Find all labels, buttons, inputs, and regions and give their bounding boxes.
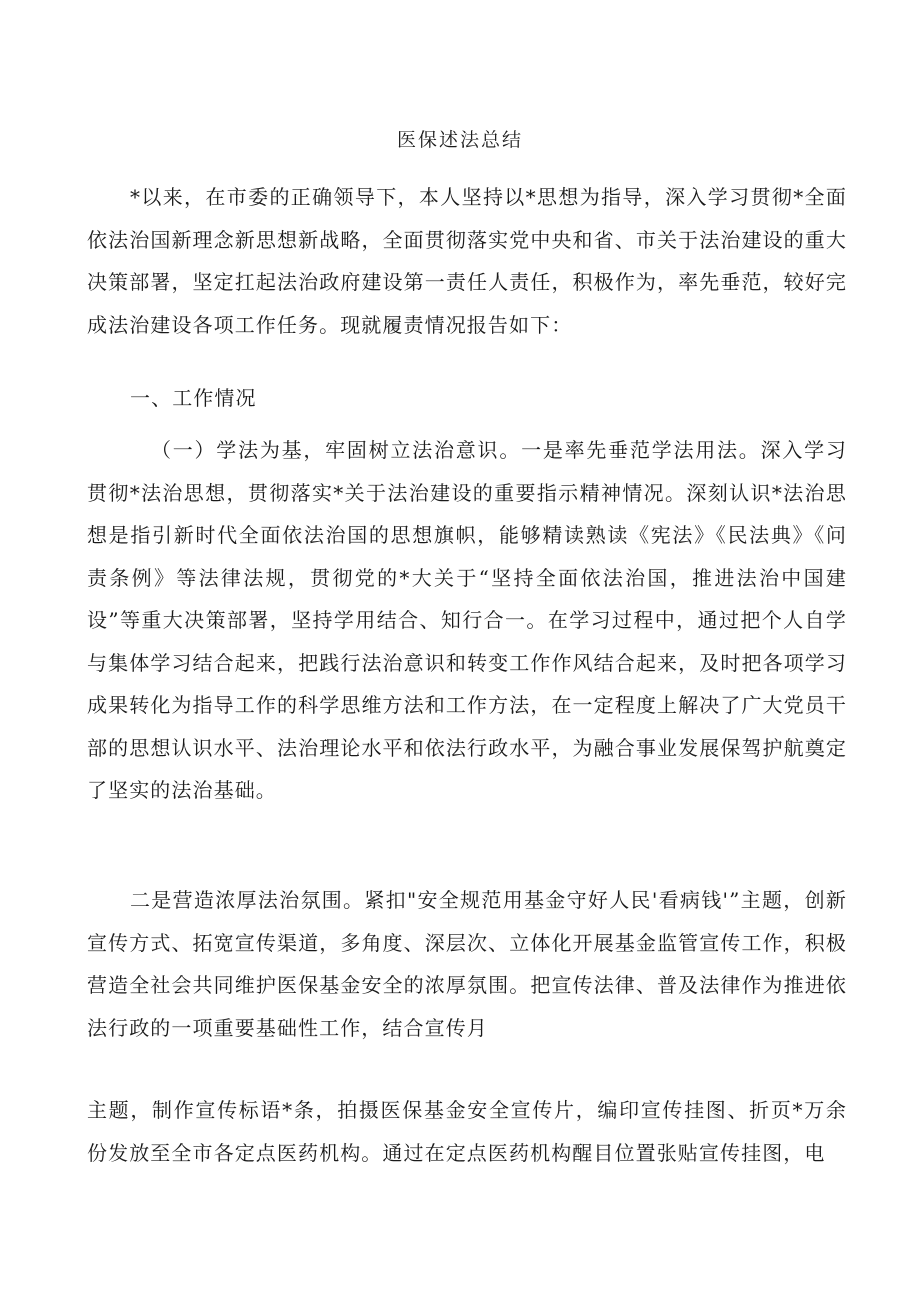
document-title: 医保述法总结 <box>396 129 523 151</box>
paragraph-study-law: （一）学法为基，牢固树立法治意识。一是率先垂范学法用法。深入学习贯彻*法治思想，贯彻落实*关于法治建设的重要指示精神情况。深刻认识*法治思想是指引新时代全面依法治国的思想旗帜，能够精读熟读《宪法》《民法典》《问责条例》等法律法规，贯彻党的*大关于“坚持全面依法治国，推进法治中国建设”等重大决策部署，坚持学用结合、知行合一。在学习过程中，通过把个人自学与集体学习结合起来，把践行法治意识和转变工作作风结合起来，及时把各项学习成果转化为指导工作的科学思维方法和工作方法，在一定程度上解决了广大党员干部的思想认识水平、法治理论水平和依法行政水平，为融合事业发展保驾护航奠定了坚实的法治基础。 <box>87 438 847 802</box>
paragraph-publicity-continued: 主题，制作宣传标语*条，拍摄医保基金安全宣传片，编印宣传挂图、折页*万余份发放至全市各定点医药机构。通过在定点医药机构醒目位置张贴宣传挂图，电 <box>87 1098 847 1165</box>
section-heading-work-status: 一、工作情况 <box>130 386 257 410</box>
intro-paragraph: *以来，在市委的正确领导下，本人坚持以*思想为指导，深入学习贯彻*全面依法治国新理念新思想新战略，全面贯彻落实党中央和省、市关于法治建设的重大决策部署，坚定扛起法治政府建设第一责任人责任，积极作为，率先垂范，较好完成法治建设各项工作任务。现就履责情况报告如下： <box>87 185 847 337</box>
paragraph-legal-atmosphere: 二是营造浓厚法治氛围。紧扣"安全规范用基金守好人民'看病钱'”主题，创新宣传方式、拓宽宣传渠道，多角度、深层次、立体化开展基金监管宣传工作，积极营造全社会共同维护医保基金安全的浓厚氛围。把宣传法律、普及法律作为推进依法行政的一项重要基础性工作，结合宣传月 <box>87 888 847 1040</box>
